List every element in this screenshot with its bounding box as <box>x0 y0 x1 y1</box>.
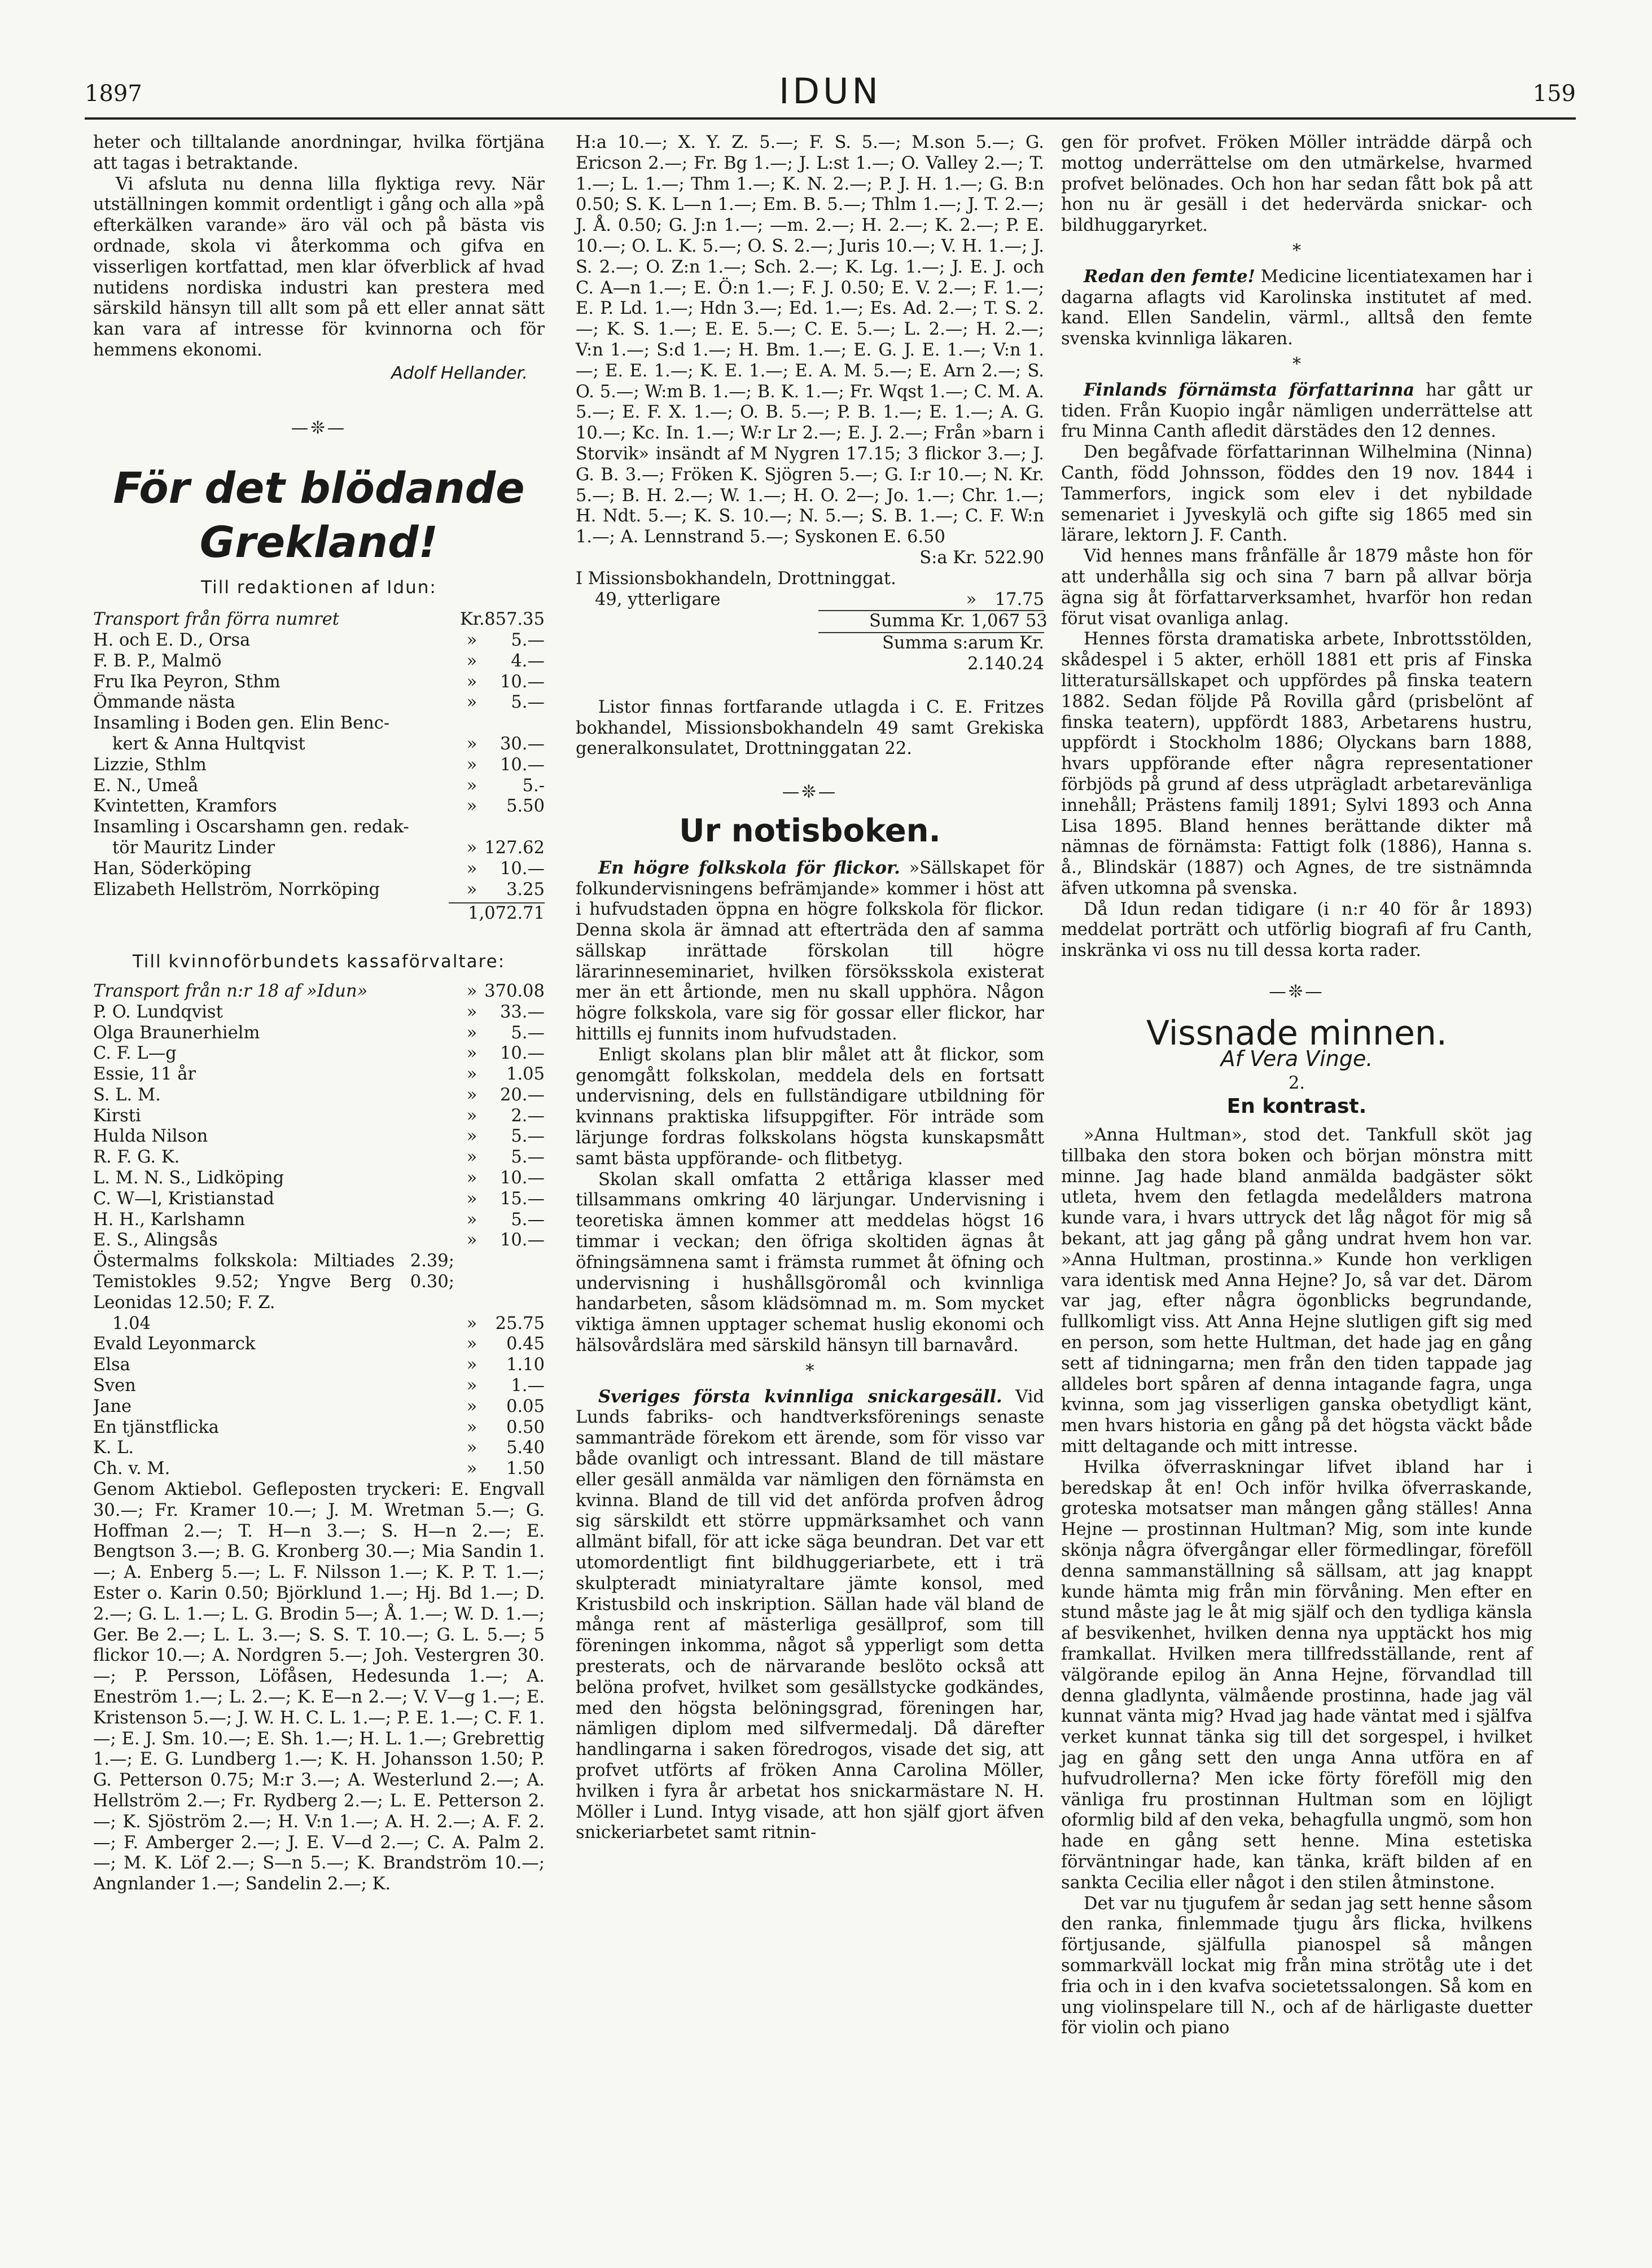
list-item <box>93 672 545 693</box>
item-currency <box>460 817 484 838</box>
item-currency: » <box>466 1168 477 1188</box>
page-header <box>85 71 1576 116</box>
list-item <box>93 838 545 859</box>
item-currency: » <box>466 1023 477 1043</box>
list-item <box>93 1085 545 1106</box>
list-item <box>93 1438 545 1459</box>
item-amount: 5.— <box>511 692 545 713</box>
subtotal-label: S:a Kr. <box>919 547 978 568</box>
item-currency: » <box>466 1355 477 1375</box>
item-amount: 10.— <box>499 754 545 775</box>
list-item <box>93 1002 545 1023</box>
item-label: Lizzie, Sthlm <box>93 754 207 775</box>
item-label: En tjänstflicka <box>93 1417 219 1437</box>
folkskola-paragraph <box>576 858 1044 1045</box>
item-label: tör Mauritz Linder <box>112 837 275 858</box>
item-amount: 30.— <box>499 734 545 754</box>
canth-paragraph-3: Hennes första dramatiska arbete, Inbrottsstölden, skådespel i 5 akter, erhöll 1881 ett pris af Finska litteratursällskapet och uppfördes på finska teatern 1882. Sedan följde På Rovilla gård (prisbelönt af finska teatern), uppfördt 1883, Arbetarens hustru, uppfördt i Stockholm 1886; Olyckans barn 1888, hvars uppförande efter några representationer förbjöds på grund af dess utprägladt arbetarevänliga innehåll; Prästens familj 1891; Sylvi 1893 och Anna Lisa 1895. Bland hennes berättande dikter må nämnas de förnämsta: Fattigt folk (1886), Hanna s. å., Blindskär (1887) och Agnes, de tre sistnämnda äfven utkomna på svenska. <box>1061 629 1532 898</box>
ytterligare-amount: 17.75 <box>994 589 1044 609</box>
divider-ornament: —❊— <box>1269 982 1325 1002</box>
summa-label: Summa Kr. <box>869 611 965 631</box>
item-currency: » <box>466 796 477 817</box>
item-label: P. O. Lundqvist <box>93 1002 223 1022</box>
list-item <box>93 796 545 817</box>
mission-entry: I Missionsbokhandeln, Drottninggat. <box>576 568 896 589</box>
item-amount: 0.45 <box>506 1334 545 1354</box>
column-3 <box>1061 133 1532 2039</box>
item-amount: 10.— <box>499 858 545 879</box>
item-amount: 15.— <box>499 1188 545 1209</box>
item-label: E. N., Umeå <box>93 775 199 796</box>
item-amount: 5.- <box>522 775 545 796</box>
list-item <box>93 651 545 672</box>
star-divider: * <box>1292 354 1302 374</box>
item-label: K. L. <box>93 1438 134 1458</box>
intro-paragraph-2: Vi afsluta nu denna lilla flyktiga revy. När utställningen kommit ordentligt i gång och alla »på efterkälken varande» äro väl och på bästa vis ordnade, skola vi återkomma och gifva en visserligen kortfattad, men klar öfverblick af hvad nutidens nordiska industri kan prestera med särskild hänsyn till allt som på ett eller annat sätt kan vara af intresse för kvinnorna och för hemmens ekonomi. <box>93 174 545 360</box>
item-amount: 1.— <box>511 1376 545 1396</box>
list-total: 1,072.71 <box>449 902 545 924</box>
item-label: Jane <box>93 1396 132 1416</box>
item-amount: 0.50 <box>506 1417 545 1437</box>
item-currency: » <box>466 1313 477 1333</box>
donation-continuation: H:a 10.—; X. Y. Z. 5.—; F. S. 5.—; M.son 5.—; G. Ericson 2.—; Fr. Bg 1.—; J. L:st 1.—; O. Valley 2.—; T. 1.—; L. 1.—; Thm 1.—; K. N. 2.—; P. J. H. 1.—; G. B:n 0.50; S. K. L—n 1.—; Em. B. 5.—; Thlm 1.—; J. T. 2.—; J. Å. 0.50; G. J:n 1.—; —m. 2.—; H. 2.—; K. 2.—; P. E. 10.—; O. L. K. 5.—; O. S. 2.—; Juris 10.—; V. H. 1.—; J. S. 2.—; O. Z:n 1.—; Sch. 2.—; K. Lg. 1.—; J. E. J. och C. A—n 1.—; E. Ö:n 1.—; F. J. 0.50; E. V. 2.—; F. 1.—; E. P. Ld. 1.—; Hdn 3.—; Ed. 1.—; Es. Ad. 2.—; T. S. 2.—; K. S. 1.—; E. E. 5.—; C. E. 5.—; L. 2.—; H. 2.—; V:n 1.—; S:d 1.—; H. Bm. 1.—; E. G. J. E. 1.—; V:n 1.—; E. E. 1.—; K. E. 1.—; E. A. M. 5.—; E. Arn 2.—; S. O. 5.—; W:m B. 1.—; B. K. 1.—; Fr. Wqst 1.—; C. M. A. 5.—; E. F. X. 1.—; O. B. 5.—; P. B. 1.—; E. 1.—; A. G. 10.—; Kc. In. 1.—; W:r Lr 2.—; E. J. 2.—; Från »barn i Storvik» insändt af M Nygren 17.15; 3 flickor 3.—; J. G. B. 3.—; Fröken K. Sjögren 5.—; G. I:r 10.—; N. Kr. 5.—; B. H. 2.—; W. 1.—; H. O. 2—; Jo. 1.—; Chr. 1.—; H. Ndt. 5.—; K. S. 10.—; N. 5.—; S. B. 1.—; C. F. W:n 1.—; A. Lennstrand 5.—; Syskonen E. 6.50 <box>576 133 1044 547</box>
item-label: Essie, 11 år <box>93 1064 196 1085</box>
item-amount <box>484 713 545 734</box>
item-currency: » <box>466 692 477 713</box>
item-amount: 33.— <box>499 1002 545 1022</box>
item-label: Ömmande nästa <box>93 692 235 713</box>
column-2 <box>576 133 1048 1844</box>
item-amount: 857.35 <box>484 609 545 630</box>
item-amount: 25.75 <box>495 1313 545 1333</box>
item-amount: 5.— <box>511 1126 545 1147</box>
signature: Adolf Hellander. <box>391 363 528 383</box>
snickar-continuation: gen för profvet. Fröken Möller inträdde därpå och mottog underrättelse om den utmärkelse, hvarmed profvet belönades. Och hon har sedan fått bok på att hon nu är gesäll i det hedervärda snickar- och bildhuggaryrket. <box>1061 133 1532 236</box>
subheading-kassaforvaltare: Till kvinnoförbundets kassaförvaltare: <box>132 951 506 972</box>
item-currency: » <box>466 1438 477 1458</box>
divider-ornament: —❊— <box>291 418 347 438</box>
list-item <box>93 1314 545 1335</box>
item-label: Elsa <box>93 1355 130 1375</box>
subtotal-row <box>576 548 1044 569</box>
item-label: Fru Ika Peyron, Sthm <box>93 672 281 692</box>
aktiebol-entry: Genom Aktiebol. Gefleposten tryckeri: E. Engvall 30.—; Fr. Kramer 10.—; J. M. Wretman 5.—; G. Hoffman 2.—; T. H—n 3.—; S. H—n 2.—; E. Bengtson 3.—; B. G. Kronberg 30.—; Mia Sandin 1.—; A. Enberg 5.—; L. F. Nilsson 1.—; K. P. T. 1.—; Ester o. Karin 0.50; Björklund 1.—; Hj. Bd 1.—; D. 2.—; G. L. 1.—; L. G. Brodin 5—; Å. 1.—; W. D. 1.—; Ger. Be 2.—; L. L. 3.—; S. S. T. 10.—; G. L. 5.—; 5 flickor 10.—; A. Nordgren 5.—; Joh. Vestergren 30.—; P. Persson, Löfåsen, Hedesunda 1.—; A. Eneström 1.—; L. 2.—; K. E—n 2.—; V. V—g 1.—; E. Kristenson 5.—; J. W. H. C. L. 1.—; P. E. 1.—; C. F. 1.—; E. J. Sm. 10.—; E. Sh. 1.—; H. L. 1.—; Grebrettig 1.—; E. G. Lundberg 1.—; K. H. Johansson 1.50; P. G. Petterson 0.75; M:r 3.—; A. Westerlund 2.—; A. Hellström 2.—; Fr. Rydberg 2.—; L. E. Petterson 2.—; K. Sjöström 2.—; H. V:n 1.—; A. H. 2.—; A. F. 2.—; F. Amberger 2.—; J. E. V—d 2.—; C. A. Palm 2.—; M. K. Löf 2.—; S—n 5.—; K. Brandström 10.—; Angnlander 1.—; Sandelin 2.—; K. <box>93 1480 545 1894</box>
snickar-title: Sveriges första kvinnliga snickargesäll. <box>598 1386 1002 1407</box>
item-label: H. H., Karlshamn <box>93 1209 246 1230</box>
list-item <box>93 734 545 755</box>
list-item <box>93 981 545 1002</box>
item-label: Han, Söderköping <box>93 858 252 879</box>
item-currency: » <box>466 1188 477 1209</box>
item-label: Elizabeth Hellström, Norrköping <box>93 879 380 900</box>
list-item <box>93 755 545 776</box>
redan-text: Medicine licentiatexamen har i dagarna aflagts vid Karolinska institutet af med. kand. Ellen Sandelin, värml., alltså den femte svenska kvinnliga läkaren. <box>1061 266 1532 349</box>
item-label: kert & Anna Hultqvist <box>112 734 305 754</box>
story-paragraph-1: »Anna Hultman», stod det. Tankfull sköt jag tillbaka den stora boken och början mönstra mitt minne. Jag hade bland anmälda badgäster sökt utleta, hvem den fetlagda medelålders matrona kunde vara, i hvars uttryck det låg något för mig så bekant, att jag gång på gång undrat hvem hon var. »Anna Hultman, prostinna.» Kunde hon verkligen vara identisk med Anna Hejne? Jo, så var det. Därom var jag, efter några ögonblicks begrundande, fullkomligt viss. Att Anna Hejne slutligen gift sig med en person, som hette Hultman, det hade jag en gång sett af tidningarna; men från den tiden tappade jag alldeles bort spåren af denna intagande fagra, unga kvinna, som jag visserligen ganska obetydligt känt, men hvars historia en gång på det högsta väckt både mitt deltagande och mitt intresse. <box>1061 1125 1532 1457</box>
item-label: Hulda Nilson <box>93 1126 208 1147</box>
column-1 <box>93 133 545 1895</box>
donation-list-1 <box>93 609 545 924</box>
item-amount: 10.— <box>499 672 545 692</box>
item-label: C. F. L—g <box>93 1043 177 1064</box>
item-currency: » <box>466 879 477 900</box>
item-label: C. W—l, Kristianstad <box>93 1188 274 1209</box>
list-item <box>93 1189 545 1210</box>
notis-heading: Ur notisboken. <box>679 812 941 849</box>
item-label: Kirsti <box>93 1106 141 1126</box>
article-heading: För det blödande Grekland! <box>113 463 525 568</box>
subtotal-amount: 522.90 <box>984 547 1044 568</box>
item-amount: 5.— <box>511 1209 545 1230</box>
folkskola-title: En högre folkskola för flickor. <box>598 857 900 878</box>
item-currency: » <box>466 1459 477 1479</box>
listor-paragraph: Listor finnas fortfarande utlagda i C. E. Fritzes bokhandel, Missionsbokhandeln 49 samt Grekiska generalkonsulatet, Drottninggatan 22. <box>576 697 1044 759</box>
list-item <box>93 1064 545 1085</box>
item-amount: 1.10 <box>506 1355 545 1375</box>
item-currency <box>460 713 484 734</box>
item-amount: 5.— <box>511 1147 545 1168</box>
item-currency: » <box>466 1396 477 1416</box>
item-currency: » <box>466 1334 477 1354</box>
item-currency: » <box>466 1043 477 1064</box>
item-amount: 1.05 <box>506 1064 545 1085</box>
divider-ornament: —❊— <box>782 782 838 802</box>
item-currency: » <box>466 1106 477 1126</box>
byline: Af Vera Vinge. <box>1220 1046 1373 1071</box>
list-item <box>93 1230 545 1251</box>
summa-amount: 1,067 53 <box>971 611 1048 631</box>
item-amount: 370.08 <box>484 981 545 1001</box>
item-amount: 0.05 <box>506 1396 545 1416</box>
part-number: 2. <box>1288 1073 1305 1094</box>
list-item <box>93 1043 545 1064</box>
story-paragraph-3: Det var nu tjugufem år sedan jag sett henne såsom den ranka, finlemmade tjugu års flicka, hvilkens förtjusande, själfulla pianospel så mången sommarkväll lockat mig från mina strötåg ute i det fria och in i den kvafva societetssalongen. Så kom en ung violinspelare till N., och af de härligaste duetter för violin och piano <box>1061 1893 1532 2038</box>
kontrast-heading: En kontrast. <box>1226 1095 1367 1118</box>
item-currency: » <box>466 672 477 692</box>
item-label: Transport från förra numret <box>93 609 339 630</box>
item-currency: » <box>466 734 477 754</box>
item-amount <box>484 817 545 838</box>
list-item <box>93 1210 545 1231</box>
list-item <box>93 1147 545 1168</box>
item-label: E. S., Alingsås <box>93 1230 218 1251</box>
summa-sarum: Summa s:arum Kr. 2.140.24 <box>818 632 1044 675</box>
item-amount: 5.— <box>511 1023 545 1043</box>
item-currency: » <box>466 1147 477 1168</box>
redan-title: Redan den femte! <box>1084 266 1255 287</box>
item-currency: » <box>466 630 477 650</box>
item-currency: » <box>466 981 477 1001</box>
header-page-number: 159 <box>1532 81 1576 107</box>
item-currency: » <box>466 1126 477 1147</box>
item-amount: 20.— <box>499 1085 545 1105</box>
ytterligare-row <box>576 590 1044 611</box>
snickar-text: Vid Lunds fabriks- och handtverksförenings senaste sammanträde förekom ett ärende, som för visso var både ovanligt och intressant. Bland de till mästare eller gesäll anmälda var nämligen den förnämsta en kvinna. Bland de till vid det anförda profven ådrog sig särskildt ett större uppmärksamhet och vann allmänt bifall, för att icke säga beundran. Det var ett utomordentligt fint bildhuggeriarbete, ett i trä skulpteradt miniatyraltare jämte konsol, med Kristusbild och inskription. Sällan hade väl bland de många rent af mästerliga gesällprof, som till föreningen inkomma, något så ypperligt som detta presterats, och de närvarande beslöto också att belöna profvet, hvilket som gesällstycke godkändes, med den högsta belöningsgrad, föreningen har, nämligen diplom med silfvermedalj. Då därefter handlingarna i saken föredrogos, visade det sig, att profvet utförts af fröken Anna Carolina Möller, hvilken i fyra år arbetat hos snickarmästare N. H. Möller i Lund. Intyg visade, att hon själf gjort äfven snickeriarbetet samt ritnin- <box>576 1387 1044 1843</box>
list-item <box>93 817 545 838</box>
item-label: Sven <box>93 1376 136 1396</box>
item-amount: 10.— <box>499 1168 545 1188</box>
finland-paragraph <box>1061 380 1532 442</box>
ytterligare-currency: » <box>966 589 977 609</box>
canth-paragraph-1: Den begåfvade författarinnan Wilhelmina (Ninna) Canth, född Johnsson, föddes den 19 nov. 1844 i Tammerfors, ingick som elev i det nybildade semenariet i Jyveskylä och gifte sig 1865 med sin lärare, lektorn J. F. Canth. <box>1061 442 1532 546</box>
item-currency: Kr. <box>460 609 485 630</box>
star-divider: * <box>1292 240 1302 261</box>
item-label: Insamling i Boden gen. Elin Benc- <box>93 713 390 734</box>
item-currency: » <box>466 775 477 796</box>
redan-paragraph <box>1061 266 1532 350</box>
list-item <box>93 630 545 651</box>
donation-list-2 <box>93 981 545 1251</box>
item-currency: » <box>466 1376 477 1396</box>
item-label: Olga Braunerhielm <box>93 1023 260 1043</box>
folkskola-text: »Sällskapet för folkundervisningens befrämjande» kommer i höst att i hufvudstaden öppna en högre folkskola för flickor. Denna skola är ämnad att efterträda den af samma sällskap inrättade förskolan till högre lärarinneseminariet, hvilken försöksskola existerat mer än ett årtionde, men nu skall upphöra. Någon högre folkskola, vare sig för gossar eller flickor, har hittills ej funnits inom hufvudstaden. <box>576 858 1045 1045</box>
item-amount: 2.— <box>511 1106 545 1126</box>
item-currency: » <box>466 1002 477 1022</box>
donation-list-3 <box>93 1314 545 1480</box>
item-amount: 10.— <box>499 1230 545 1251</box>
item-currency: » <box>466 1064 477 1085</box>
item-currency: » <box>466 858 477 879</box>
item-label: L. M. N. S., Lidköping <box>93 1168 284 1188</box>
item-amount: 127.62 <box>484 837 545 858</box>
list-item <box>93 1023 545 1044</box>
list-item <box>93 880 545 901</box>
item-label: Ch. v. M. <box>93 1459 170 1479</box>
item-amount: 5.40 <box>506 1438 545 1458</box>
summa-row <box>818 610 1048 632</box>
item-currency: » <box>466 754 477 775</box>
header-rule <box>85 117 1576 120</box>
star-divider: * <box>805 1361 814 1381</box>
item-amount: 10.— <box>499 1043 545 1064</box>
item-label: 1.04 <box>112 1313 151 1333</box>
subheading-redaktionen: Till redaktionen af Idun: <box>201 577 437 598</box>
item-currency: » <box>466 1209 477 1230</box>
item-label: Insamling i Oscarshamn gen. redak- <box>93 817 409 837</box>
item-amount: 4.— <box>511 651 545 671</box>
canth-paragraph-2: Vid hennes mans frånfälle år 1879 måste hon för att underhålla sig och sina 7 barn på allvar börja ägna sig åt författarverksamhet, hvarför hon redan förut visat ovanliga anlag. <box>1061 546 1532 629</box>
list-item <box>93 859 545 880</box>
item-currency: » <box>466 1417 477 1437</box>
list-item <box>93 692 545 713</box>
item-label: F. B. P., Malmö <box>93 651 222 671</box>
ytterligare-label: 49, ytterligare <box>595 589 721 609</box>
list-item <box>93 1106 545 1127</box>
item-currency: » <box>466 1230 477 1251</box>
list-item <box>93 1418 545 1438</box>
item-currency: » <box>466 837 477 858</box>
header-year: 1897 <box>85 81 142 107</box>
list-item <box>93 1126 545 1147</box>
list-item <box>93 1355 545 1376</box>
finland-text: har gått ur tiden. Från Kuopio ingår nämligen underrättelse att fru Minna Canth afledit därstädes den 12 dennes. <box>1061 380 1532 442</box>
list-item <box>93 1397 545 1418</box>
item-label: H. och E. D., Orsa <box>93 630 251 650</box>
list-item <box>93 1168 545 1189</box>
list-item <box>93 1334 545 1355</box>
item-amount: 3.25 <box>506 879 545 900</box>
item-amount: 5.— <box>511 630 545 650</box>
item-label: Kvintetten, Kramfors <box>93 796 277 817</box>
list-item <box>93 776 545 797</box>
intro-paragraph-1: heter och tilltalande anordningar, hvilka förtjäna att tagas i betraktande. <box>93 133 545 173</box>
item-label: Evald Leyonmarck <box>93 1334 256 1354</box>
snickar-paragraph <box>576 1387 1044 1844</box>
item-label: Transport från n:r 18 af »Idun» <box>93 981 368 1001</box>
list-item <box>93 1376 545 1397</box>
story-paragraph-2: Hvilka öfverraskningar lifvet ibland har i beredskap åt en! Och inför hvilka öfverraskande, groteska motsatser man mången gång ställes! Anna Hejne — prostinnan Hultman? Mig, som inte kunde skönja några öfvergångar eller förmedlingar, föreföll denna sammanställning så sällsam, att jag knappt kunde hämta mig från min förvåning. Men efter en stund måste jag le åt mig själf och den tydliga känsla af besvikenhet, hvilken denna nya upptäckt hos mig framkallat. Hvilken mera tillfredsställande, rent af välgörande epilog än Anna Hejne, förvandlad till denna gladlynta, välmående prostinna, hade jag väl kunnat vänta mig? Hvad jag hade väntat med i själfva verket kunnat tänka sig till det sorgespel, i hvilket jag en gång sett den unga Anna utföra en af hufvudrollerna? Men icke förty föreföll mig den vänliga fru prostinnan Hultman som en löjligt oformlig bild af den veka, behagfulla ungmö, som hon hade en gång sett henne. Mina estetiska förväntningar hade, kan tänka, kräft bilden af en sankta Cecilia eller något i den stilen åtminstone. <box>1061 1457 1532 1893</box>
finland-title: Finlands förnämsta författarinna <box>1084 379 1415 400</box>
header-title: IDUN <box>779 71 882 112</box>
folkskola-paragraph-3: Skolan skall omfatta 2 ettåriga klasser med tillsammans omkring 40 lärjungar. Undervisning i teoretiska ämnen kommer att meddelas högst 16 timmar i veckan; den öfriga skoltiden ägnas åt öfningsämnena samt i främsta rummet åt öfning och undervisning i hushållsgöromål och kvinnliga handarbeten, såsom klädsömnad m. m. Som mycket viktiga ämnen upptager schemat huslig ekonomi och hälsovårdslära med särskild hänsyn till barnavård. <box>576 1169 1044 1356</box>
item-amount: 5.50 <box>506 796 545 817</box>
canth-paragraph-4: Då Idun redan tidigare (i n:r 40 för år 1893) meddelat porträtt och utförlig biografi af fru Canth, inskränka vi oss nu till dessa korta rader. <box>1061 899 1532 961</box>
item-amount: 1.50 <box>506 1459 545 1479</box>
list-item <box>93 1459 545 1480</box>
item-label: R. F. G. K. <box>93 1147 180 1168</box>
folkskola-paragraph-2: Enligt skolans plan blir målet att åt flickor, som genomgått folkskolan, meddela dels en fortsatt undervisning, dels en fullständigare utbildning för kvinnans praktiska lifsuppgifter. För inträde som lärjunge fordras folkskolans högsta kunskapsmått samt bästa uppförande- och flitbetyg. <box>576 1045 1044 1169</box>
item-currency: » <box>466 651 477 671</box>
item-label: S. L. M. <box>93 1085 161 1105</box>
list-item <box>93 713 545 734</box>
item-currency: » <box>466 1085 477 1105</box>
list-item <box>93 609 545 630</box>
vissnade-heading: Vissnade minnen. <box>1146 1013 1447 1053</box>
ostermalm-entry: Östermalms folkskola: Miltiades 2.39; Temistokles 9.52; Yngve Berg 0.30; Leonidas 12.50; F. Z. <box>93 1251 454 1313</box>
